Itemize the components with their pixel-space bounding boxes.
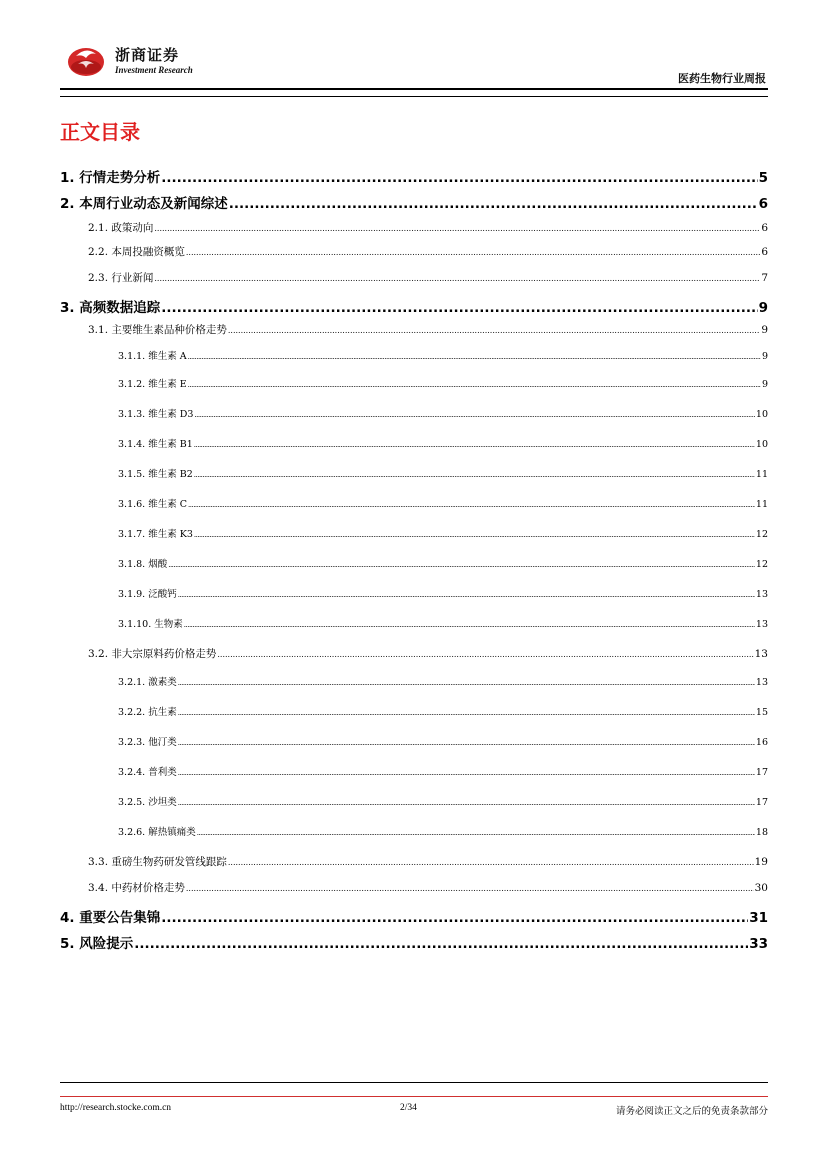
toc-entry-label: 3.3. 重磅生物药研发管线跟踪 xyxy=(88,856,227,868)
toc-entry-label: 3.2. 非大宗原料药价格走势 xyxy=(88,648,217,660)
brand-name-en: Investment Research xyxy=(115,65,193,75)
toc-leader-dots xyxy=(194,531,755,539)
toc-entry-page: 19 xyxy=(754,856,768,868)
toc-entry-page: 9 xyxy=(758,300,768,316)
toc-leader-dots xyxy=(161,910,748,926)
footer-url-link[interactable]: http://research.stocke.com.cn xyxy=(60,1103,172,1113)
toc-leader-dots xyxy=(194,411,755,419)
toc-entry[interactable] xyxy=(60,906,768,926)
toc-entry[interactable] xyxy=(60,824,768,838)
toc-entry-page: 15 xyxy=(755,707,768,718)
toc-entry[interactable] xyxy=(60,496,768,510)
toc-entry-label: 3.1.1. 维生素 A xyxy=(118,351,187,362)
report-type: 医药生物行业周报 xyxy=(678,72,766,85)
toc-leader-dots xyxy=(188,501,755,509)
toc-entry[interactable] xyxy=(60,616,768,630)
toc-entry[interactable] xyxy=(60,764,768,778)
toc-entry-page: 18 xyxy=(755,827,768,838)
toc-entry[interactable] xyxy=(60,270,768,285)
toc-entry[interactable] xyxy=(60,244,768,259)
toc-entry-page: 30 xyxy=(754,882,768,894)
toc-leader-dots xyxy=(228,858,754,867)
toc-entry[interactable] xyxy=(60,674,768,688)
toc-entry-label: 3.1.10. 生物素 xyxy=(118,619,183,630)
toc-leader-dots xyxy=(178,739,755,747)
footer-divider-thin xyxy=(60,1096,768,1097)
toc-entry-label: 3.2.6. 解热镇痛类 xyxy=(118,827,196,838)
toc-entry-page: 13 xyxy=(754,648,768,660)
toc-leader-dots xyxy=(188,381,761,389)
toc-entry-page: 6 xyxy=(761,222,768,234)
toc-leader-dots xyxy=(134,936,748,952)
toc-entry-label: 3.1.8. 烟酸 xyxy=(118,559,168,570)
toc-entry-label: 3.1.6. 维生素 C xyxy=(118,499,188,510)
footer-divider-thick xyxy=(60,1082,768,1083)
toc-entry-page: 12 xyxy=(755,529,768,540)
toc-entry-page: 13 xyxy=(755,589,768,600)
toc-entry[interactable] xyxy=(60,734,768,748)
toc-leader-dots xyxy=(168,561,755,569)
toc-entry[interactable] xyxy=(60,192,768,212)
header-divider-thick xyxy=(60,88,768,90)
toc-entry-page: 10 xyxy=(755,409,768,420)
toc-entry-page: 9 xyxy=(761,379,768,390)
page-number: 2/34 xyxy=(400,1103,417,1113)
toc-entry-page: 12 xyxy=(755,559,768,570)
toc-entry[interactable] xyxy=(60,436,768,450)
toc-entry-label: 3.1.2. 维生素 E xyxy=(118,379,187,390)
toc-entry-label: 3.1.5. 维生素 B2 xyxy=(118,469,193,480)
toc-entry-page: 11 xyxy=(755,499,768,510)
stocke-logo-icon xyxy=(66,42,106,78)
toc-entry-page: 13 xyxy=(755,677,768,688)
toc-entry-label: 3.1.4. 维生素 B1 xyxy=(118,439,193,450)
toc-entry[interactable] xyxy=(60,322,768,337)
toc-entry-label: 3.1. 主要维生素品种价格走势 xyxy=(88,324,227,336)
toc-entry-label: 1. 行情走势分析 xyxy=(60,170,161,186)
toc-entry[interactable] xyxy=(60,348,768,362)
toc-entry[interactable] xyxy=(60,526,768,540)
toc-entry-page: 13 xyxy=(755,619,768,630)
toc-entry-label: 3.2.3. 他汀类 xyxy=(118,737,177,748)
toc-entry[interactable] xyxy=(60,376,768,390)
brand-name-cn: 浙商证券 xyxy=(115,46,180,64)
toc-leader-dots xyxy=(197,829,755,837)
toc-entry-label: 4. 重要公告集锦 xyxy=(60,910,161,926)
toc-leader-dots xyxy=(178,799,755,807)
toc-entry[interactable] xyxy=(60,406,768,420)
toc-leader-dots xyxy=(161,300,757,316)
toc-entry-label: 3.2.2. 抗生素 xyxy=(118,707,177,718)
toc-entry-page: 6 xyxy=(758,196,768,212)
toc-entry-page: 10 xyxy=(755,439,768,450)
toc-leader-dots xyxy=(186,248,760,257)
toc-leader-dots xyxy=(194,441,755,449)
page-title: 正文目录 xyxy=(60,120,140,144)
toc-entry-label: 2.3. 行业新闻 xyxy=(88,272,154,284)
toc-entry[interactable] xyxy=(60,854,768,869)
toc-entry-page: 5 xyxy=(758,170,768,186)
toc-entry-label: 2. 本周行业动态及新闻综述 xyxy=(60,196,228,212)
toc-entry-label: 3.1.7. 维生素 K3 xyxy=(118,529,193,540)
toc-leader-dots xyxy=(229,196,758,212)
header-divider-thin xyxy=(60,96,768,97)
toc-entry-page: 9 xyxy=(761,324,768,336)
toc-entry[interactable] xyxy=(60,646,768,661)
toc-leader-dots xyxy=(178,709,755,717)
toc-entry[interactable] xyxy=(60,220,768,235)
toc-entry-page: 11 xyxy=(755,469,768,480)
toc-leader-dots xyxy=(228,326,760,335)
toc-entry-label: 3.1.9. 泛酸钙 xyxy=(118,589,177,600)
toc-leader-dots xyxy=(161,170,757,186)
toc-entry-label: 3.4. 中药材价格走势 xyxy=(88,882,185,894)
toc-entry-page: 17 xyxy=(755,797,768,808)
toc-entry-label: 2.1. 政策动向 xyxy=(88,222,154,234)
toc-leader-dots xyxy=(194,471,755,479)
toc-entry-page: 7 xyxy=(761,272,768,284)
toc-entry[interactable] xyxy=(60,586,768,600)
toc-entry-label: 3.2.5. 沙坦类 xyxy=(118,797,177,808)
toc-entry-page: 16 xyxy=(755,737,768,748)
toc-entry-page: 31 xyxy=(749,910,768,926)
toc-entry-page: 9 xyxy=(761,351,768,362)
toc-entry-label: 3. 高频数据追踪 xyxy=(60,300,161,316)
toc-leader-dots xyxy=(178,591,755,599)
toc-entry[interactable] xyxy=(60,932,768,952)
toc-entry-label: 3.1.3. 维生素 D3 xyxy=(118,409,194,420)
toc-entry[interactable] xyxy=(60,704,768,718)
toc-entry[interactable] xyxy=(60,794,768,808)
toc-leader-dots xyxy=(154,224,760,233)
toc-entry-page: 17 xyxy=(755,767,768,778)
toc-entry-label: 2.2. 本周投融资概览 xyxy=(88,246,185,258)
toc-entry-label: 3.2.4. 普利类 xyxy=(118,767,177,778)
toc-entry[interactable] xyxy=(60,556,768,570)
toc-leader-dots xyxy=(186,884,754,893)
footer-disclaimer: 请务必阅读正文之后的免责条款部分 xyxy=(615,1106,768,1117)
toc-entry[interactable] xyxy=(60,166,768,186)
toc-leader-dots xyxy=(217,650,753,659)
toc-leader-dots xyxy=(178,679,755,687)
toc-leader-dots xyxy=(184,621,755,629)
toc-leader-dots xyxy=(178,769,755,777)
toc-leader-dots xyxy=(188,353,761,361)
toc-leader-dots xyxy=(154,274,760,283)
toc-entry[interactable] xyxy=(60,296,768,316)
toc-entry-page: 33 xyxy=(749,936,768,952)
toc-entry-page: 6 xyxy=(761,246,768,258)
toc-entry[interactable] xyxy=(60,880,768,895)
toc-entry-label: 3.2.1. 激素类 xyxy=(118,677,177,688)
toc-entry-label: 5. 风险提示 xyxy=(60,936,134,952)
toc-entry[interactable] xyxy=(60,466,768,480)
